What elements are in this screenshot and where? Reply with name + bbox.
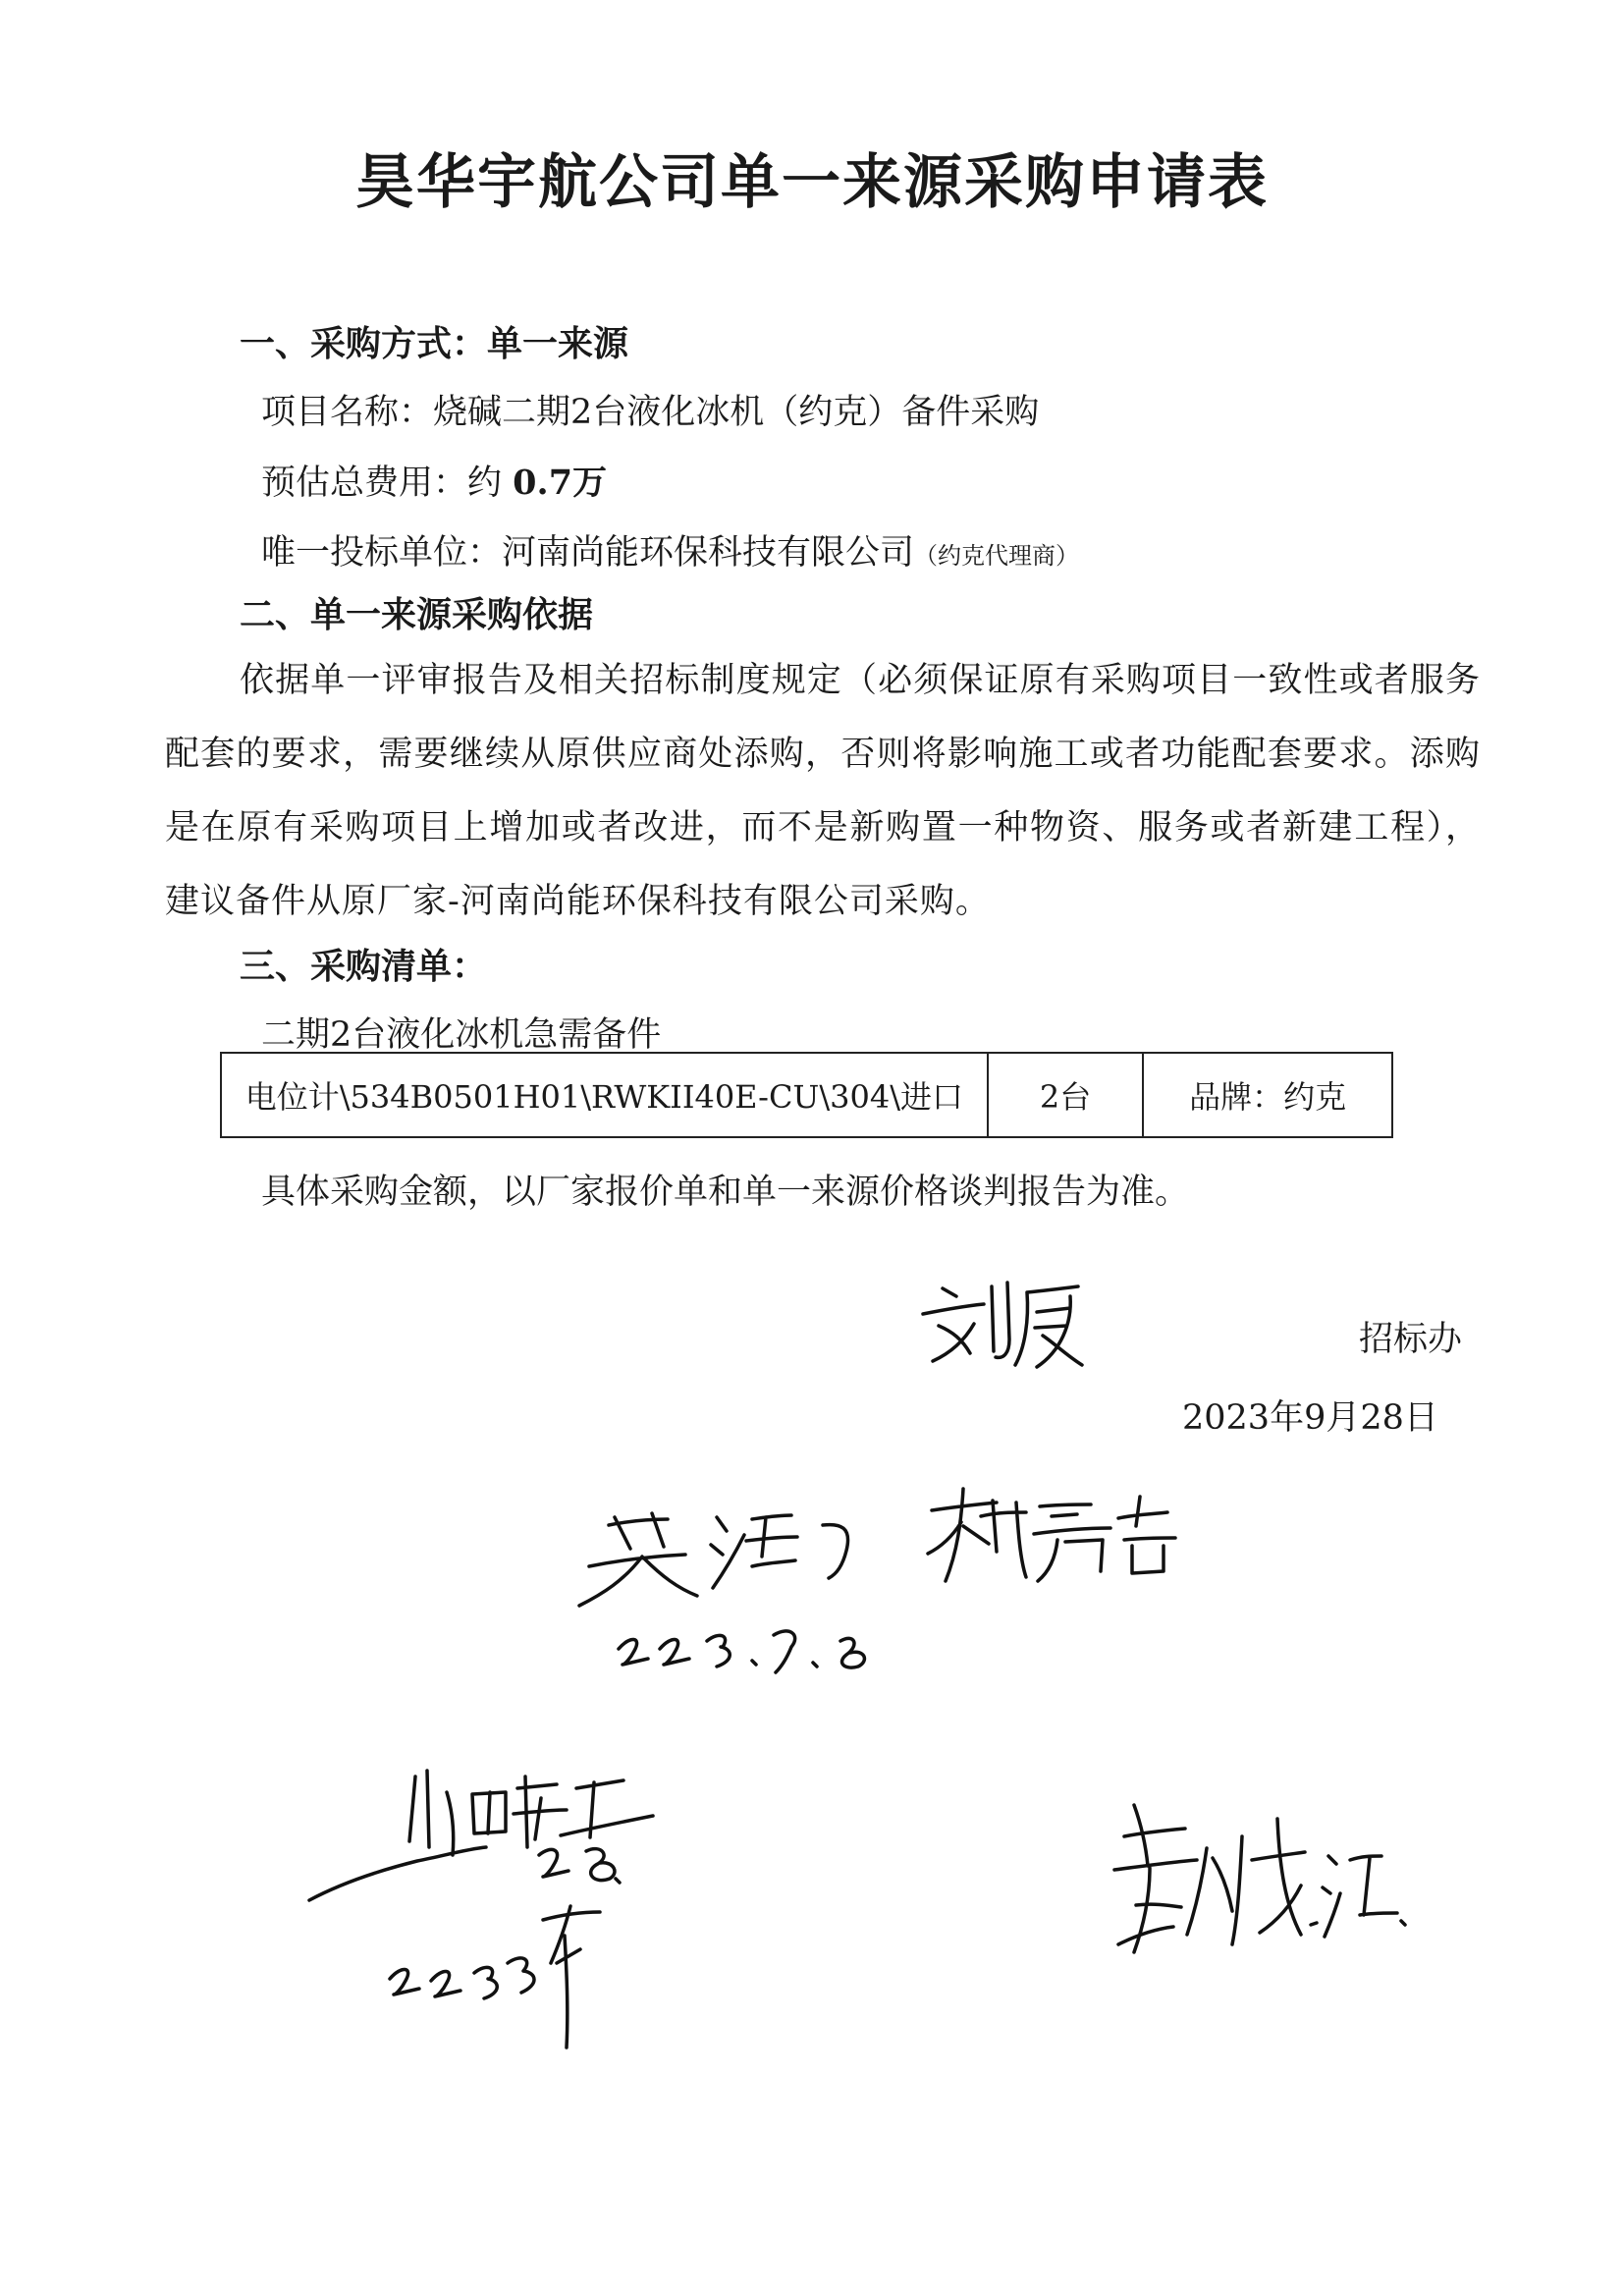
procurement-table: [220, 1052, 1393, 1138]
table-row: [221, 1053, 1392, 1137]
section2-body: 依据单一评审报告及相关招标制度规定（必须保证原有采购项目一致性或者服务配套的要求，需要继续从原供应商处添购，否则将影响施工或者功能配套要求。添购是在原有采购项目上增加或者改进，而不是新购置一种物资、服务或者新建工程），建议备件从原厂家-河南尚能环保科技有限公司采购。: [165, 661, 1481, 921]
item-name-cell: 电位计\534B0501H01\RWKII40E-CU\304\进口: [221, 1053, 988, 1137]
department-name: 招标办: [1359, 1320, 1463, 1359]
item-qty-cell: 2台: [988, 1053, 1143, 1137]
project-name-label: 项目名称：: [261, 393, 434, 432]
project-name-value: 烧碱二期2台液化冰机（约克）备件采购: [433, 393, 1040, 432]
signature-wu-hao: [569, 1498, 903, 1674]
signature-li-peng: [918, 1483, 1183, 1591]
section3-heading: 三、采购清单：: [240, 947, 488, 987]
list-title: 二期2台液化冰机急需备件: [261, 1015, 662, 1055]
section2-heading: 二、单一来源采购依据: [240, 595, 594, 635]
estimated-cost-value: 0.7万: [513, 463, 608, 503]
signature-li-shaojiang: [1095, 1797, 1409, 1974]
procurement-note: 具体采购金额，以厂家报价单和单一来源价格谈判报告为准。: [261, 1173, 1190, 1212]
project-name-row: [261, 385, 1039, 434]
section1-heading: 一、采购方式：单一来源: [240, 324, 629, 364]
estimated-cost-row: [261, 456, 607, 505]
page-title: 昊华宇航公司单一来源采购申请表: [355, 148, 1269, 217]
sole-bidder-note: （约克代理商）: [914, 542, 1080, 570]
signature-liu-wei: [913, 1267, 1090, 1375]
item-brand-cell: 品牌：约克: [1143, 1053, 1392, 1137]
signature-wang-binglin: [299, 1753, 830, 2057]
sole-bidder-label: 唯一投标单位：: [261, 533, 503, 573]
estimated-cost-label: 预估总费用：约: [261, 464, 503, 503]
sole-bidder-row: [261, 525, 1079, 574]
sole-bidder-value: 河南尚能环保科技有限公司: [502, 533, 915, 573]
document-date: 2023年9月28日: [1182, 1398, 1438, 1438]
